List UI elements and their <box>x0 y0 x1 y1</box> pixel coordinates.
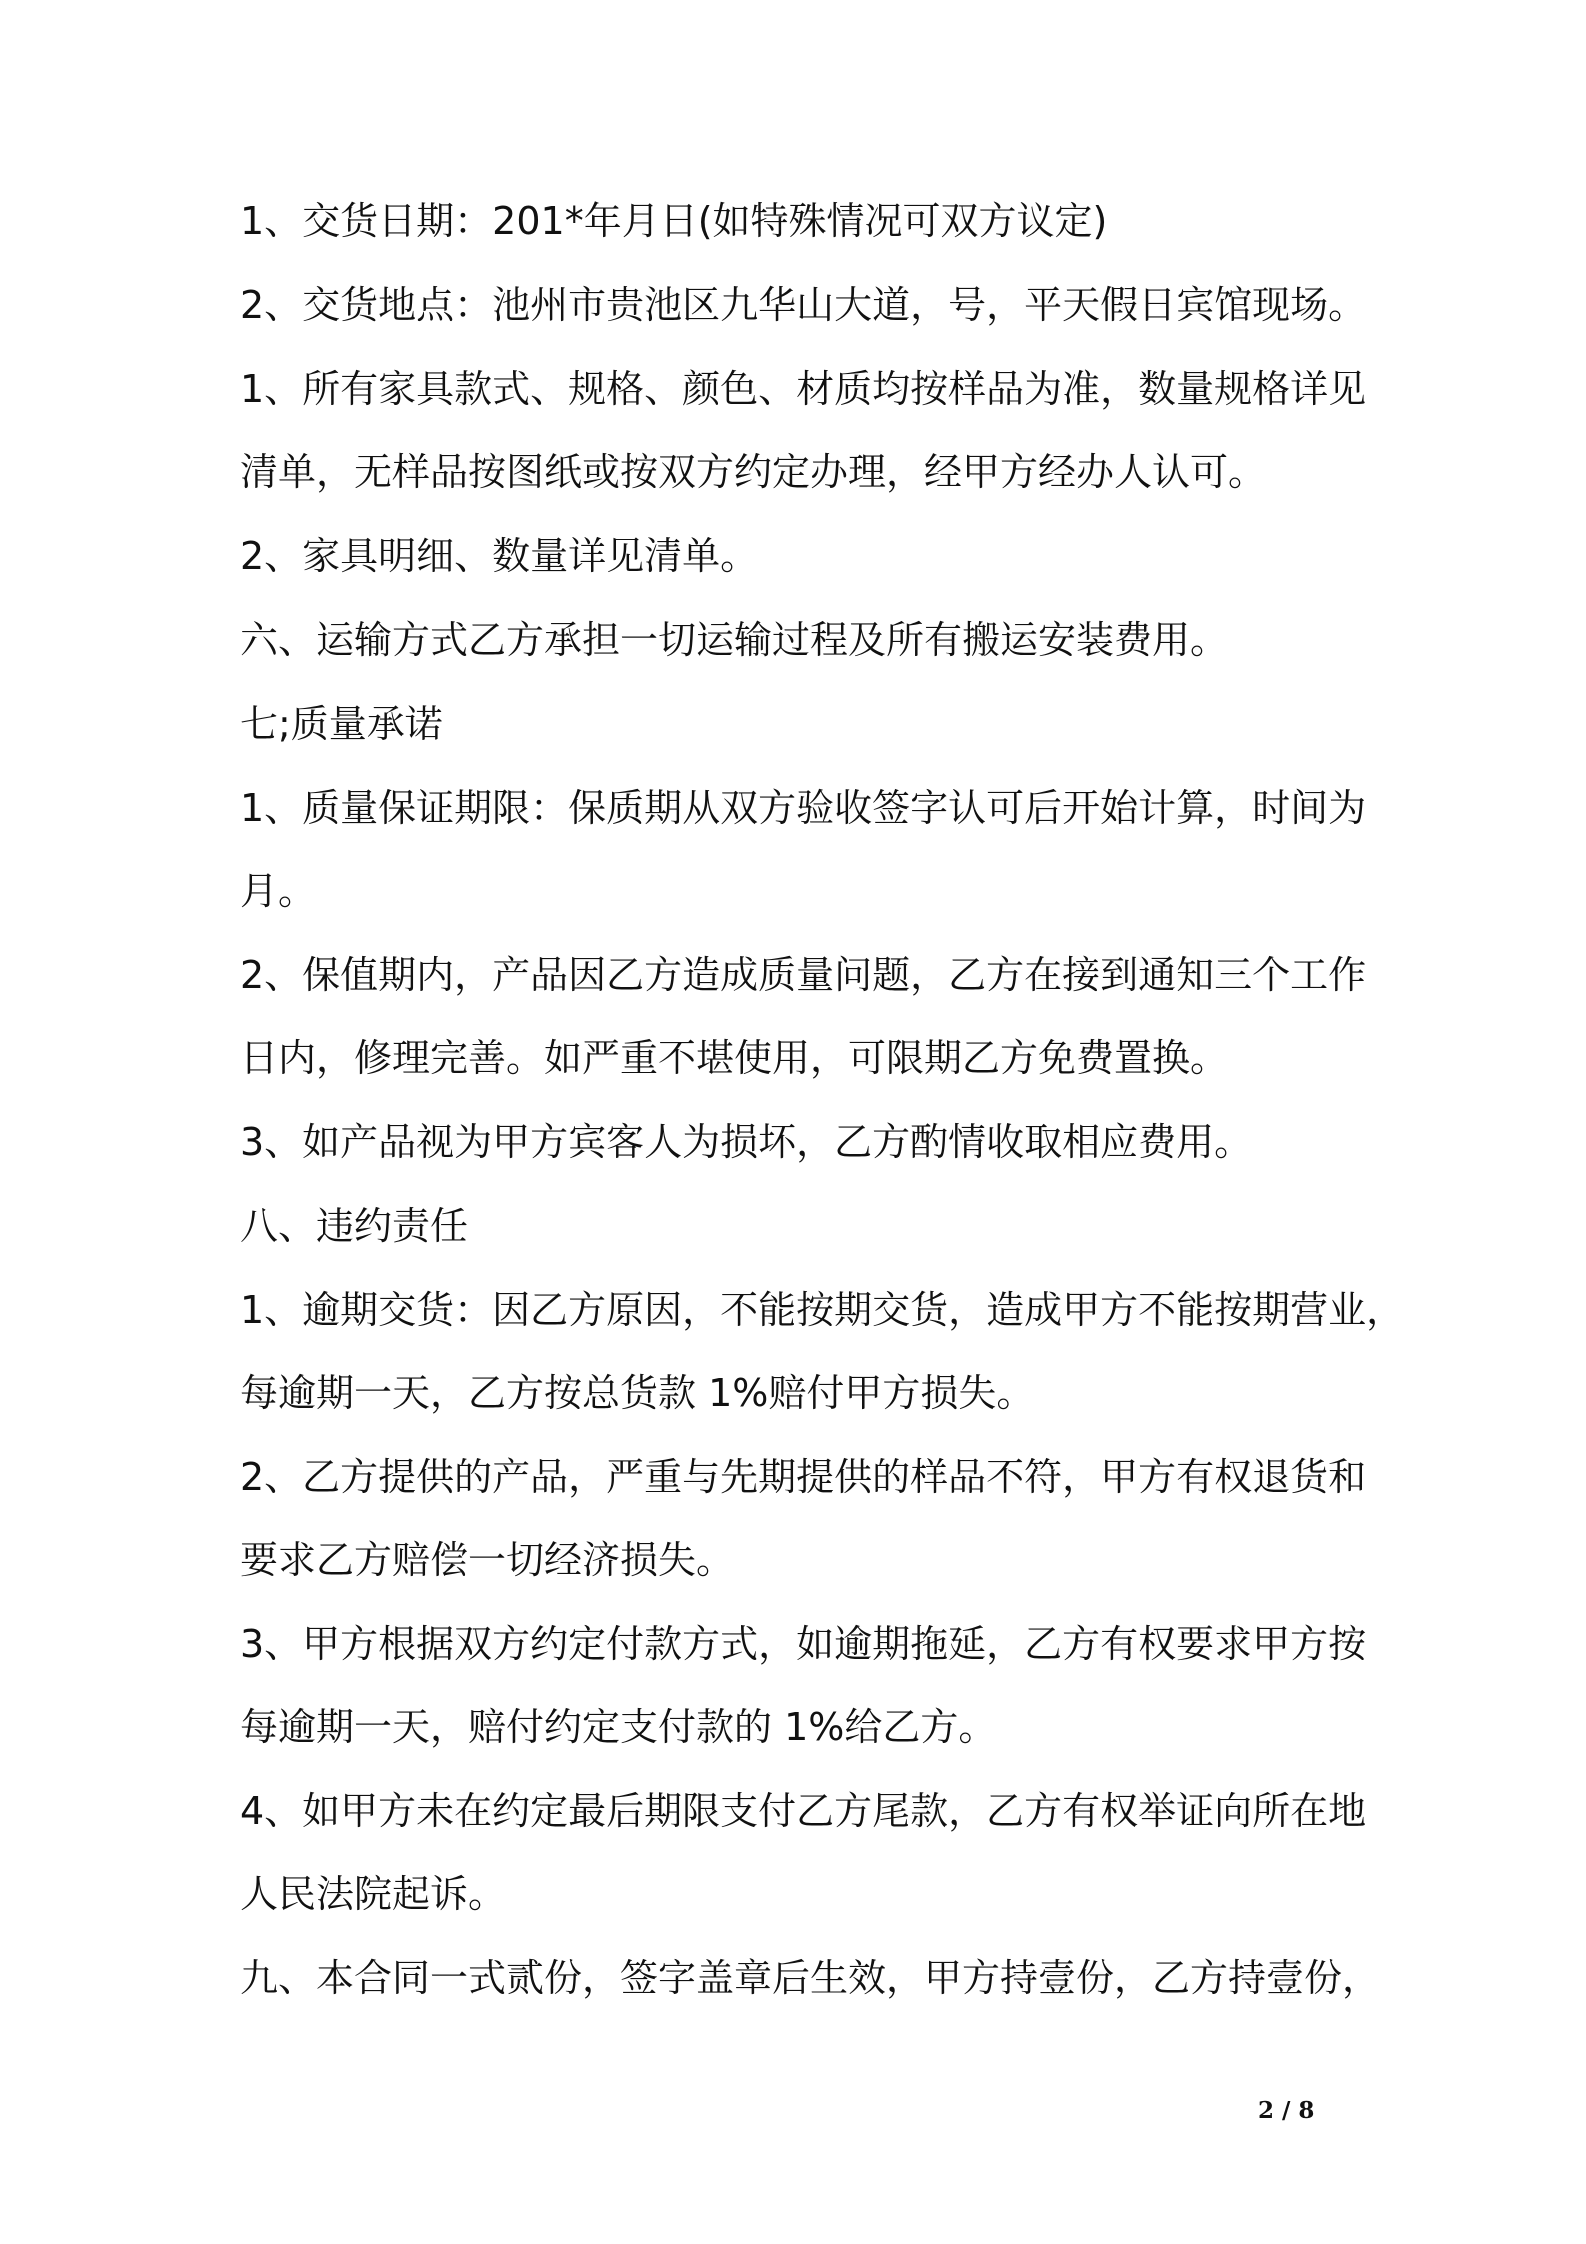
text-line: 2、保值期内，产品因乙方造成质量问题，乙方在接到通知三个工作 <box>240 953 1367 997</box>
text-line: 清单，无样品按图纸或按双方约定办理，经甲方经办人认可。 <box>240 450 1267 494</box>
text-line: 要求乙方赔偿一切经济损失。 <box>240 1538 735 1582</box>
section-heading: 八、违约责任 <box>240 1204 469 1248</box>
text-line: 每逾期一天，赔付约定支付款的 1%给乙方。 <box>240 1705 997 1749</box>
text-line: 每逾期一天，乙方按总货款 1%赔付甲方损失。 <box>240 1371 1035 1415</box>
text-line: 2、乙方提供的产品，严重与先期提供的样品不符，甲方有权退货和 <box>240 1455 1367 1499</box>
text-line: 1、质量保证期限：保质期从双方验收签字认可后开始计算，时间为 <box>240 786 1367 830</box>
text-line: 1、交货日期：201*年月日(如特殊情况可双方议定) <box>240 199 1108 243</box>
text-line: 月。 <box>240 869 317 913</box>
document-body <box>240 195 1405 2004</box>
page-number: 2 / 8 <box>1258 2097 1315 2124</box>
text-line: 3、甲方根据双方约定付款方式，如逾期拖延，乙方有权要求甲方按 <box>240 1622 1367 1666</box>
text-line: 2、交货地点：池州市贵池区九华山大道，号，平天假日宾馆现场。 <box>240 283 1367 327</box>
text-line: 1、逾期交货：因乙方原因，不能按期交货，造成甲方不能按期营业， <box>240 1288 1405 1332</box>
text-line: 2、家具明细、数量详见清单。 <box>240 534 759 578</box>
text-line: 人民法院起诉。 <box>240 1872 507 1916</box>
text-line: 九、本合同一式贰份，签字盖章后生效，甲方持壹份，乙方持壹份， <box>240 1956 1381 2000</box>
text-line: 3、如产品视为甲方宾客人为损坏，乙方酌情收取相应费用。 <box>240 1120 1253 1164</box>
text-line: 六、运输方式乙方承担一切运输过程及所有搬运安装费用。 <box>240 618 1229 662</box>
section-heading: 七;质量承诺 <box>240 702 443 746</box>
text-line: 1、所有家具款式、规格、颜色、材质均按样品为准，数量规格详见 <box>240 367 1367 411</box>
text-line: 日内，修理完善。如严重不堪使用，可限期乙方免费置换。 <box>240 1036 1229 1080</box>
text-line: 4、如甲方未在约定最后期限支付乙方尾款，乙方有权举证向所在地 <box>240 1789 1367 1833</box>
